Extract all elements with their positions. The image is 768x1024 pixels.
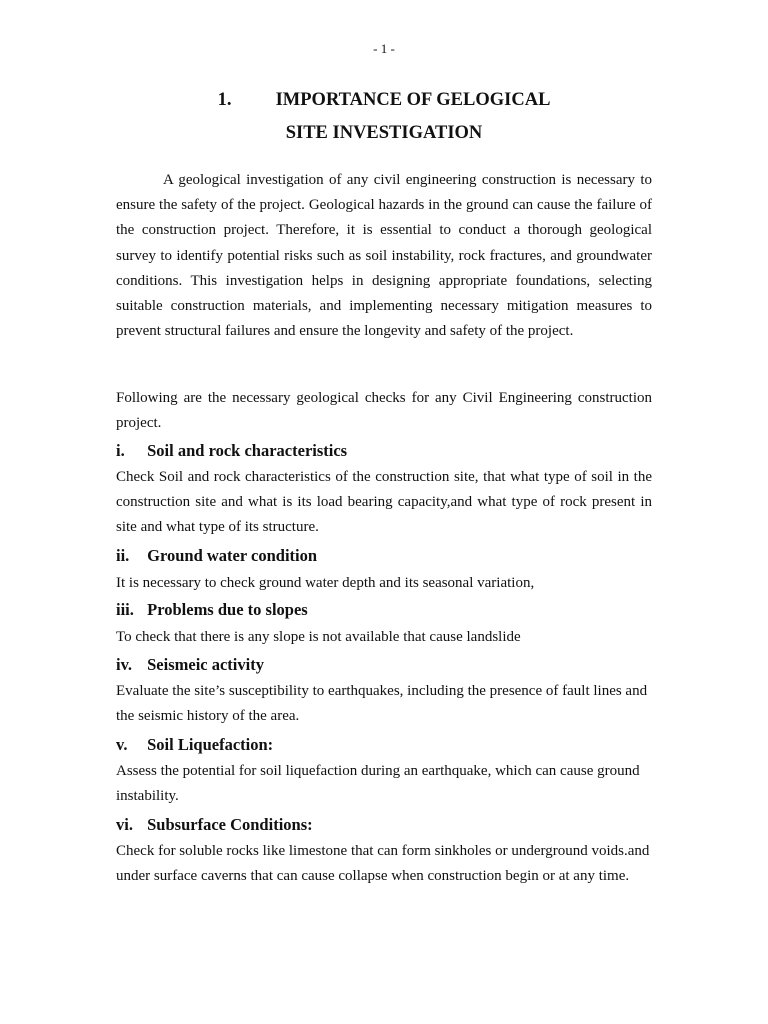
- section-numeral: iii.: [116, 600, 134, 619]
- title-number: 1.: [217, 90, 232, 110]
- intro-paragraph: A geological investigation of any civil engineering construction is necessary to ensure the safety of the project. Geological hazards in the ground can cause the failure of the construction project. Therefore, it is essential to conduct a thorough geological survey to identify potential risks such as soil instability, rock fractures, and groundwater conditions. This investigation helps in designing appropriate foundations, selecting suitable construction materials, and implementing necessary mitigation measures to prevent structural failures and ensure the longevity and safety of the project.: [116, 172, 652, 340]
- title-line-1: IMPORTANCE OF GELOGICAL: [275, 90, 551, 110]
- section-heading: [116, 654, 652, 676]
- section-body: Evaluate the site’s susceptibility to earthquakes, including the presence of fault lines and the seismic history of the area.: [116, 683, 648, 725]
- section-body: It is necessary to check ground water depth and its seasonal variation,: [116, 575, 535, 591]
- section-title: Ground water condition: [147, 546, 318, 565]
- lead-paragraph: Following are the necessary geological checks for any Civil Engineering construction project.: [116, 390, 652, 432]
- page-title: [0, 88, 768, 112]
- section-heading: [116, 599, 652, 621]
- section-numeral: ii.: [116, 546, 130, 565]
- section-heading: [116, 814, 652, 836]
- section-body: To check that there is any slope is not available that cause landslide: [116, 629, 521, 645]
- section-numeral: i.: [116, 441, 125, 460]
- section-title: Soil and rock characteristics: [147, 441, 348, 460]
- section-body: Assess the potential for soil liquefaction during an earthquake, which can cause ground instability.: [116, 763, 640, 805]
- section-body: Check for soluble rocks like limestone that can form sinkholes or underground voids.and under surface caverns that can cause collapse when construction begin or at any time.: [116, 843, 650, 885]
- section-heading: [116, 440, 652, 462]
- section-title: Subsurface Conditions:: [147, 815, 313, 834]
- section-numeral: v.: [116, 735, 128, 754]
- section-title: Problems due to slopes: [147, 600, 308, 619]
- section-numeral: iv.: [116, 655, 133, 674]
- section-title: Soil Liquefaction:: [147, 735, 274, 754]
- section-heading: [116, 734, 652, 756]
- section-heading: [116, 545, 652, 567]
- section-body: Check Soil and rock characteristics of the construction site, that what type of soil in the construction site and what is its load bearing capacity,and what type of rock present in site and what type of its structure.: [116, 469, 652, 536]
- page-title-line-2: SITE INVESTIGATION: [285, 123, 483, 143]
- page-number: - 1 -: [373, 41, 395, 56]
- section-numeral: vi.: [116, 815, 133, 834]
- section-title: Seismeic activity: [147, 655, 264, 674]
